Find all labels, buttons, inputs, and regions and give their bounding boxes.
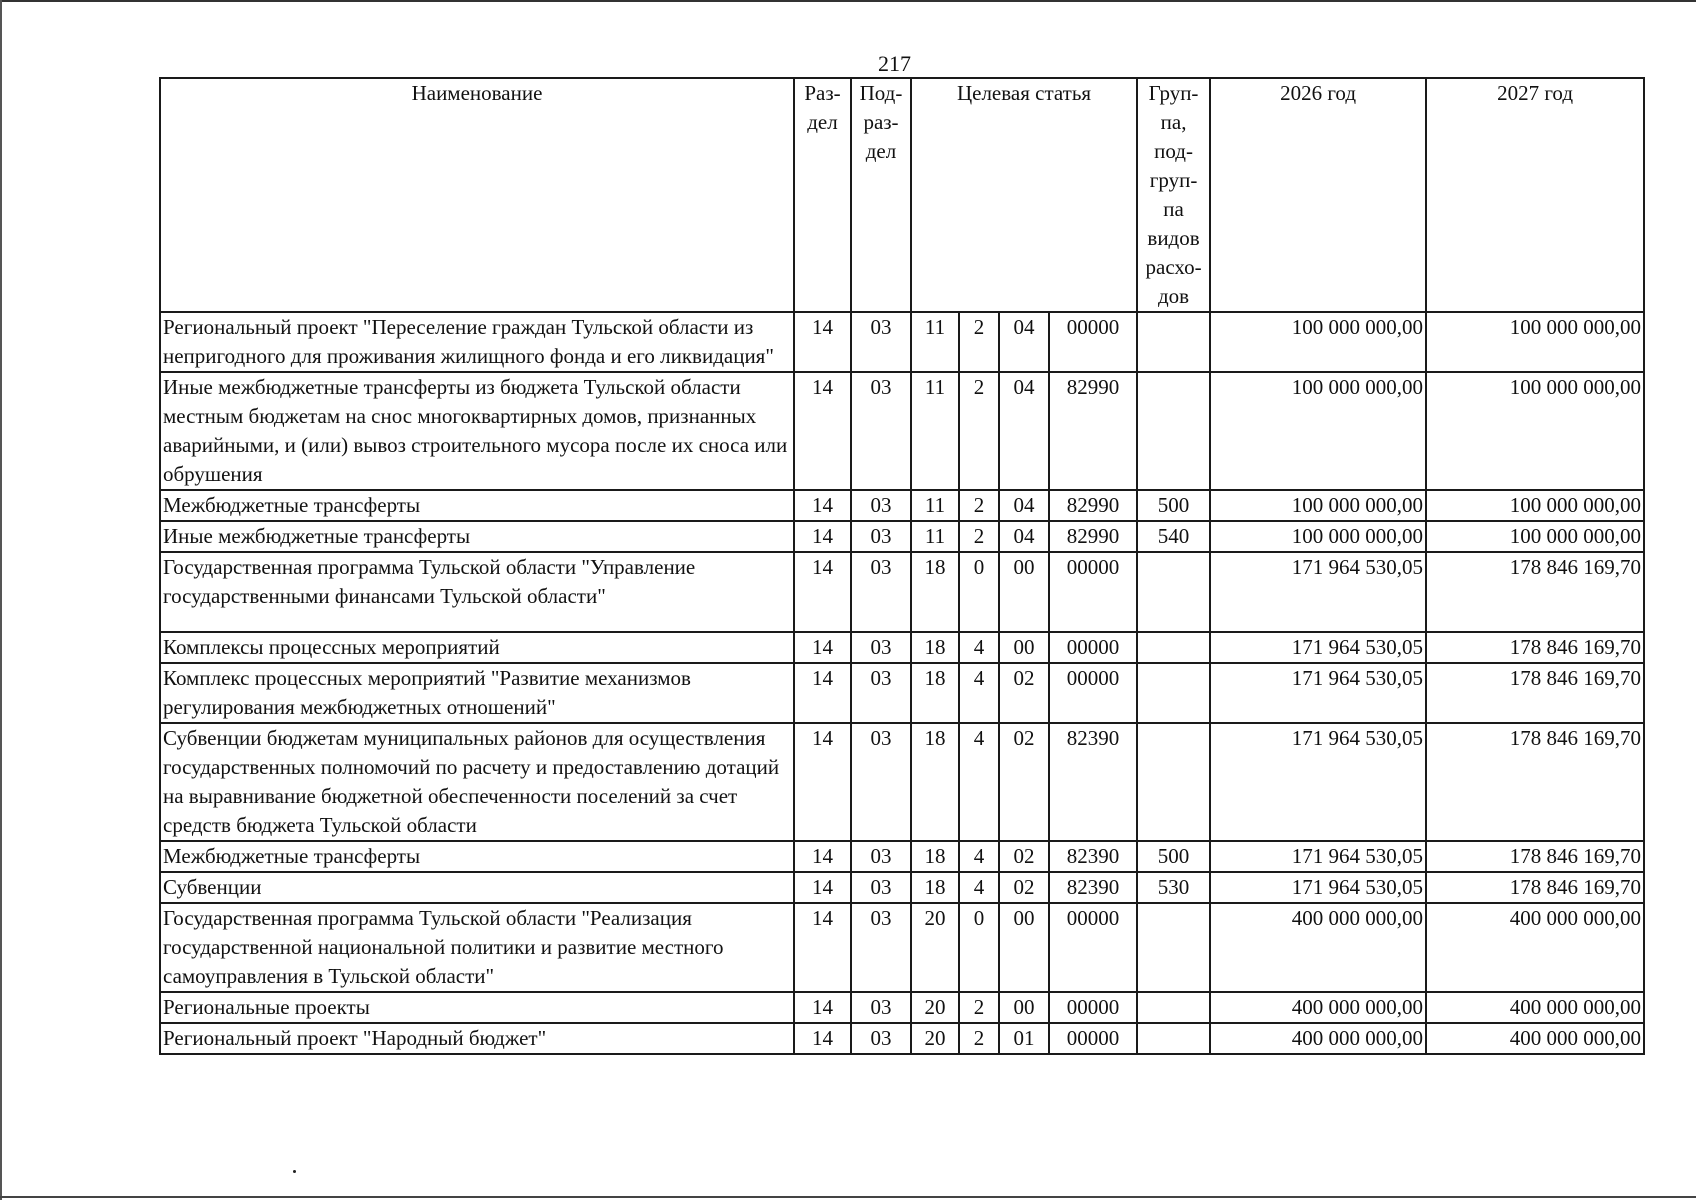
- table-row: [160, 841, 1644, 872]
- row-amount-2027: 178 846 169,70: [1426, 841, 1644, 872]
- row-program-code: 18: [911, 552, 959, 632]
- row-subsection: 03: [851, 723, 911, 841]
- row-direction-code: 82990: [1049, 521, 1137, 552]
- row-subprogram-code: 2: [959, 1023, 999, 1054]
- row-subsection: 03: [851, 372, 911, 490]
- row-expense-group: 530: [1137, 872, 1210, 903]
- header-year-2026: 2026 год: [1210, 78, 1426, 312]
- header-year-2027: 2027 год: [1426, 78, 1644, 312]
- budget-table: [159, 77, 1645, 1055]
- row-name: Межбюджетные трансферты: [160, 490, 794, 521]
- row-element-code: 00: [999, 903, 1049, 992]
- row-amount-2026: 171 964 530,05: [1210, 663, 1426, 723]
- row-subprogram-code: 0: [959, 903, 999, 992]
- scan-speck: [293, 1170, 296, 1173]
- table-row: [160, 723, 1644, 841]
- table-row: [160, 663, 1644, 723]
- row-subprogram-code: 2: [959, 992, 999, 1023]
- row-element-code: 00: [999, 992, 1049, 1023]
- row-program-code: 20: [911, 1023, 959, 1054]
- row-program-code: 11: [911, 372, 959, 490]
- row-direction-code: 00000: [1049, 903, 1137, 992]
- table-body: [160, 312, 1644, 1054]
- row-direction-code: 82390: [1049, 841, 1137, 872]
- row-expense-group: [1137, 372, 1210, 490]
- row-program-code: 20: [911, 992, 959, 1023]
- row-expense-group: [1137, 723, 1210, 841]
- row-subsection: 03: [851, 552, 911, 632]
- row-amount-2026: 171 964 530,05: [1210, 723, 1426, 841]
- row-subprogram-code: 2: [959, 372, 999, 490]
- row-section: 14: [794, 1023, 851, 1054]
- row-amount-2026: 400 000 000,00: [1210, 1023, 1426, 1054]
- row-subsection: 03: [851, 903, 911, 992]
- row-element-code: 00: [999, 632, 1049, 663]
- header-subsection: Под- раз- дел: [851, 78, 911, 312]
- row-section: 14: [794, 490, 851, 521]
- table-row: [160, 552, 1644, 632]
- row-section: 14: [794, 872, 851, 903]
- row-name: Региональный проект "Переселение граждан Тульской области из непригодного для проживания жилищного фонда и его ликвидация": [160, 312, 794, 372]
- row-subprogram-code: 0: [959, 552, 999, 632]
- header-name: Наименование: [160, 78, 794, 312]
- row-amount-2026: 100 000 000,00: [1210, 521, 1426, 552]
- row-section: 14: [794, 312, 851, 372]
- row-element-code: 02: [999, 663, 1049, 723]
- row-section: 14: [794, 632, 851, 663]
- row-amount-2027: 178 846 169,70: [1426, 723, 1644, 841]
- row-section: 14: [794, 992, 851, 1023]
- row-amount-2027: 100 000 000,00: [1426, 490, 1644, 521]
- row-section: 14: [794, 372, 851, 490]
- row-program-code: 11: [911, 490, 959, 521]
- row-subsection: 03: [851, 992, 911, 1023]
- row-subsection: 03: [851, 312, 911, 372]
- row-element-code: 00: [999, 552, 1049, 632]
- row-expense-group: [1137, 632, 1210, 663]
- row-amount-2027: 400 000 000,00: [1426, 992, 1644, 1023]
- row-expense-group: 500: [1137, 490, 1210, 521]
- row-expense-group: [1137, 663, 1210, 723]
- row-subprogram-code: 4: [959, 663, 999, 723]
- row-amount-2027: 100 000 000,00: [1426, 521, 1644, 552]
- row-amount-2026: 171 964 530,05: [1210, 872, 1426, 903]
- row-element-code: 02: [999, 872, 1049, 903]
- row-subsection: 03: [851, 1023, 911, 1054]
- row-amount-2026: 100 000 000,00: [1210, 312, 1426, 372]
- header-expense-group: Груп- па, под- груп- па видов расхо- дов: [1137, 78, 1210, 312]
- row-direction-code: 00000: [1049, 992, 1137, 1023]
- table-row: [160, 632, 1644, 663]
- row-amount-2026: 400 000 000,00: [1210, 903, 1426, 992]
- row-name: Государственная программа Тульской области "Реализация государственной национальной политики и развитие местного самоуправления в Тульской области": [160, 903, 794, 992]
- row-section: 14: [794, 663, 851, 723]
- row-program-code: 20: [911, 903, 959, 992]
- row-name: Субвенции бюджетам муниципальных районов для осуществления государственных полномочий по расчету и предоставлению дотаций на выравнивание бюджетной обеспеченности поселений за счет средств бюджета Тульской области: [160, 723, 794, 841]
- row-amount-2026: 171 964 530,05: [1210, 632, 1426, 663]
- row-name: Комплексы процессных мероприятий: [160, 632, 794, 663]
- table-header-row: [160, 78, 1644, 312]
- row-element-code: 04: [999, 490, 1049, 521]
- row-subsection: 03: [851, 663, 911, 723]
- row-name: Иные межбюджетные трансферты: [160, 521, 794, 552]
- row-subsection: 03: [851, 490, 911, 521]
- row-amount-2027: 100 000 000,00: [1426, 372, 1644, 490]
- row-element-code: 04: [999, 312, 1049, 372]
- page-number: 217: [878, 51, 911, 76]
- row-amount-2026: 171 964 530,05: [1210, 552, 1426, 632]
- row-element-code: 02: [999, 723, 1049, 841]
- page-border-left: [0, 0, 2, 1200]
- row-name: Субвенции: [160, 872, 794, 903]
- row-expense-group: 540: [1137, 521, 1210, 552]
- row-section: 14: [794, 841, 851, 872]
- row-subprogram-code: 2: [959, 490, 999, 521]
- row-name: Комплекс процессных мероприятий "Развитие механизмов регулирования межбюджетных отношений": [160, 663, 794, 723]
- row-name: Иные межбюджетные трансферты из бюджета Тульской области местным бюджетам на снос многоквартирных домов, признанных аварийными, и (или) вывоз строительного мусора после их сноса или обрушения: [160, 372, 794, 490]
- row-direction-code: 00000: [1049, 663, 1137, 723]
- row-subsection: 03: [851, 521, 911, 552]
- row-element-code: 04: [999, 521, 1049, 552]
- row-amount-2026: 100 000 000,00: [1210, 372, 1426, 490]
- row-expense-group: [1137, 903, 1210, 992]
- row-name: Региональный проект "Народный бюджет": [160, 1023, 794, 1054]
- row-expense-group: [1137, 992, 1210, 1023]
- row-expense-group: [1137, 552, 1210, 632]
- row-subprogram-code: 2: [959, 312, 999, 372]
- row-direction-code: 82390: [1049, 723, 1137, 841]
- row-amount-2027: 400 000 000,00: [1426, 1023, 1644, 1054]
- page-border-bottom: [0, 1196, 1696, 1198]
- row-direction-code: 00000: [1049, 552, 1137, 632]
- row-program-code: 11: [911, 312, 959, 372]
- row-amount-2027: 400 000 000,00: [1426, 903, 1644, 992]
- row-program-code: 18: [911, 872, 959, 903]
- header-section: Раз- дел: [794, 78, 851, 312]
- row-element-code: 01: [999, 1023, 1049, 1054]
- row-expense-group: [1137, 312, 1210, 372]
- row-name: Межбюджетные трансферты: [160, 841, 794, 872]
- header-target-article: Целевая статья: [911, 78, 1137, 312]
- row-subsection: 03: [851, 872, 911, 903]
- row-subsection: 03: [851, 841, 911, 872]
- row-amount-2027: 178 846 169,70: [1426, 872, 1644, 903]
- row-program-code: 11: [911, 521, 959, 552]
- table-row: [160, 903, 1644, 992]
- table-row: [160, 490, 1644, 521]
- table-row: [160, 1023, 1644, 1054]
- row-subprogram-code: 4: [959, 632, 999, 663]
- row-subprogram-code: 2: [959, 521, 999, 552]
- row-section: 14: [794, 903, 851, 992]
- row-direction-code: 82990: [1049, 490, 1137, 521]
- row-subprogram-code: 4: [959, 872, 999, 903]
- row-section: 14: [794, 552, 851, 632]
- row-element-code: 02: [999, 841, 1049, 872]
- row-amount-2026: 171 964 530,05: [1210, 841, 1426, 872]
- table-row: [160, 372, 1644, 490]
- row-name: Государственная программа Тульской области "Управление государственными финансами Тульской области": [160, 552, 794, 632]
- row-amount-2026: 400 000 000,00: [1210, 992, 1426, 1023]
- page-border-top: [0, 0, 1696, 2]
- row-program-code: 18: [911, 723, 959, 841]
- row-section: 14: [794, 723, 851, 841]
- row-subsection: 03: [851, 632, 911, 663]
- row-name: Региональные проекты: [160, 992, 794, 1023]
- row-section: 14: [794, 521, 851, 552]
- row-direction-code: 00000: [1049, 1023, 1137, 1054]
- row-expense-group: 500: [1137, 841, 1210, 872]
- table-row: [160, 521, 1644, 552]
- row-amount-2027: 178 846 169,70: [1426, 632, 1644, 663]
- table-row: [160, 872, 1644, 903]
- row-subprogram-code: 4: [959, 723, 999, 841]
- row-direction-code: 82990: [1049, 372, 1137, 490]
- row-program-code: 18: [911, 632, 959, 663]
- row-element-code: 04: [999, 372, 1049, 490]
- row-subprogram-code: 4: [959, 841, 999, 872]
- row-program-code: 18: [911, 841, 959, 872]
- row-program-code: 18: [911, 663, 959, 723]
- row-amount-2027: 178 846 169,70: [1426, 663, 1644, 723]
- row-amount-2027: 100 000 000,00: [1426, 312, 1644, 372]
- row-amount-2027: 178 846 169,70: [1426, 552, 1644, 632]
- table-row: [160, 312, 1644, 372]
- row-direction-code: 00000: [1049, 632, 1137, 663]
- table-row: [160, 992, 1644, 1023]
- row-amount-2026: 100 000 000,00: [1210, 490, 1426, 521]
- row-expense-group: [1137, 1023, 1210, 1054]
- row-direction-code: 00000: [1049, 312, 1137, 372]
- row-direction-code: 82390: [1049, 872, 1137, 903]
